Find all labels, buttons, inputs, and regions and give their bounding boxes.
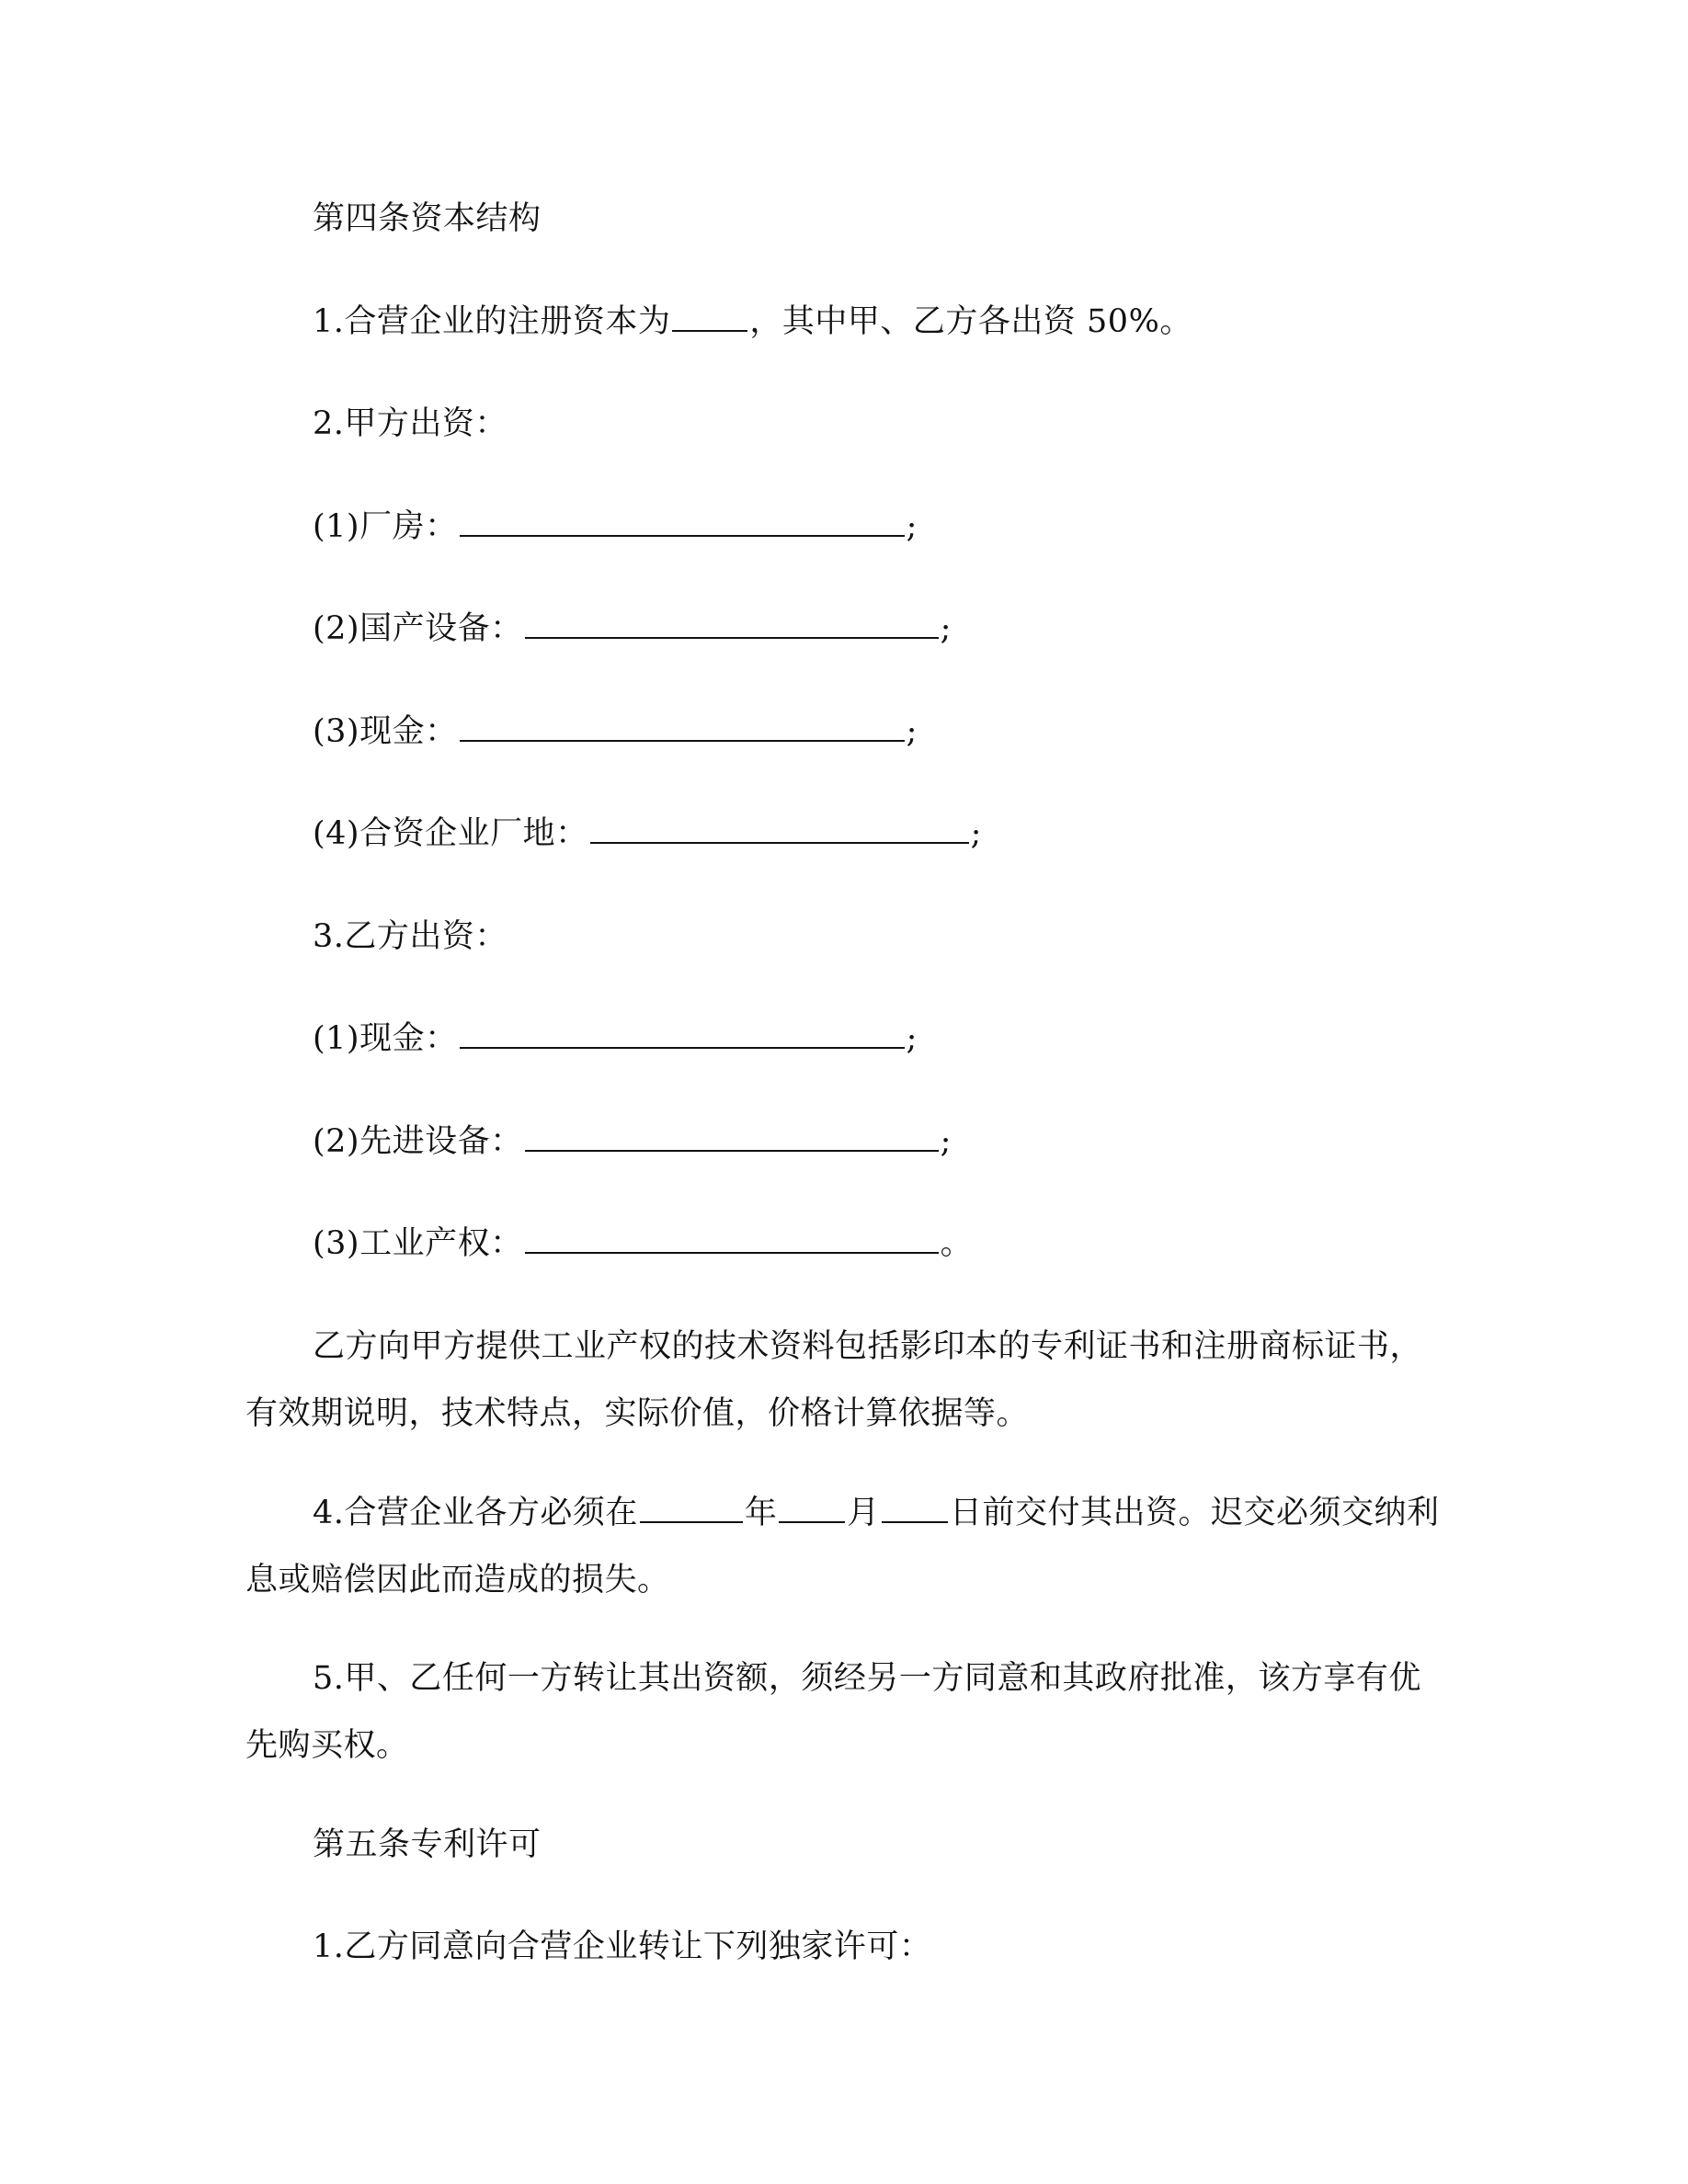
item1-text-after: ，其中甲、乙方各出资 50%。	[749, 303, 1192, 340]
year-label: 年	[744, 1495, 778, 1531]
item4-text-rest: 日前交付其出资。迟交必须交纳利	[949, 1495, 1440, 1531]
party-a-domestic-equipment	[313, 607, 952, 651]
site-label: (4)合资企业厂地：	[313, 815, 588, 852]
ip-note-line1: 乙方向甲方提供工业产权的技术资料包括影印本的专利证书和注册商标证书，	[313, 1328, 1423, 1365]
party-b-cash-blank[interactable]	[460, 1019, 905, 1049]
article4-item1	[313, 300, 1192, 344]
party-a-cash-end: ;	[906, 713, 918, 750]
ip-end: 。	[940, 1225, 974, 1262]
party-a-plant	[313, 505, 918, 549]
domestic-equipment-end: ;	[940, 610, 952, 647]
party-b-advanced-equipment	[313, 1120, 952, 1164]
month-blank[interactable]	[779, 1494, 845, 1523]
advanced-equipment-label: (2)先进设备：	[313, 1123, 523, 1160]
article4-item5-line2: 先购买权。	[245, 1727, 409, 1764]
ip-blank[interactable]	[525, 1224, 939, 1254]
item4-text-before: 4.合营企业各方必须在	[313, 1495, 638, 1531]
party-a-cash-label: (3)现金：	[313, 713, 458, 750]
advanced-equipment-blank[interactable]	[525, 1122, 939, 1152]
day-blank[interactable]	[882, 1494, 948, 1523]
plant-label: (1)厂房：	[313, 508, 458, 545]
ip-note-line2: 有效期说明，技术特点，实际价值，价格计算依据等。	[245, 1395, 1030, 1432]
advanced-equipment-end: ;	[940, 1123, 952, 1160]
site-end: ;	[970, 815, 982, 852]
registered-capital-blank[interactable]	[672, 302, 747, 332]
item1-text-before: 1.合营企业的注册资本为	[313, 303, 671, 340]
site-blank[interactable]	[590, 814, 969, 844]
plant-blank[interactable]	[460, 507, 905, 537]
article5-item1: 1.乙方同意向合营企业转让下列独家许可：	[313, 1928, 932, 1965]
party-b-ip	[313, 1222, 973, 1266]
party-b-cash-end: ;	[906, 1020, 918, 1057]
party-b-cash	[313, 1017, 918, 1061]
ip-label: (3)工业产权：	[313, 1225, 523, 1262]
article4-item5-line1: 5.甲、乙任何一方转让其出资额，须经另一方同意和其政府批准，该方享有优	[313, 1660, 1421, 1697]
article5-title: 第五条专利许可	[313, 1826, 542, 1863]
month-label: 月	[847, 1495, 880, 1531]
party-a-cash	[313, 710, 918, 754]
article4-item4-line1	[313, 1491, 1439, 1535]
plant-end: ;	[906, 508, 918, 545]
article4-item3-title: 3.乙方出资：	[313, 918, 508, 955]
article4-item4-line2: 息或赔偿因此而造成的损失。	[245, 1562, 670, 1598]
party-a-site	[313, 812, 982, 856]
party-a-cash-blank[interactable]	[460, 712, 905, 742]
domestic-equipment-label: (2)国产设备：	[313, 610, 523, 647]
article4-item2-title: 2.甲方出资：	[313, 405, 508, 442]
article4-title: 第四条资本结构	[313, 200, 542, 237]
party-b-cash-label: (1)现金：	[313, 1020, 458, 1057]
domestic-equipment-blank[interactable]	[525, 609, 939, 639]
year-blank[interactable]	[640, 1494, 743, 1523]
